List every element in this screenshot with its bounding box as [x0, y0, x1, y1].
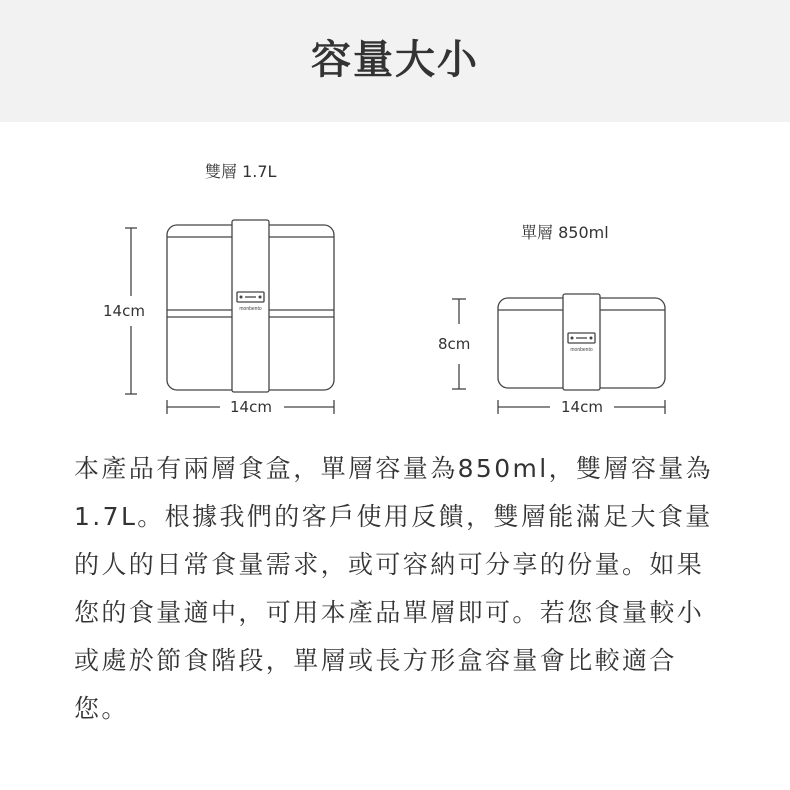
diagram-drawing	[0, 122, 790, 432]
size-diagram	[0, 122, 790, 432]
double-box-brand: monbento	[239, 306, 262, 312]
single-height-label: 8cm	[438, 335, 471, 353]
single-layer-label: 單層 850ml	[521, 223, 609, 242]
double-height-label: 14cm	[103, 302, 145, 320]
page-title: 容量大小	[311, 37, 479, 83]
double-layer-label: 雙層 1.7L	[205, 162, 277, 181]
header-banner	[0, 0, 790, 122]
single-width-label: 14cm	[557, 398, 607, 416]
double-width-label: 14cm	[226, 398, 276, 416]
single-box-brand: monbento	[570, 347, 593, 353]
description-text: 本產品有兩層食盒，單層容量為850ml，雙層容量為1.7L。根據我們的客戶使用反饋，雙層能滿足大食量的人的日常食量需求，或可容納可分享的份量。如果您的食量適中，可用本產品單層即可。若您食量較小或處於節食階段，單層或長方形盒容量會比較適合您。	[74, 454, 714, 723]
